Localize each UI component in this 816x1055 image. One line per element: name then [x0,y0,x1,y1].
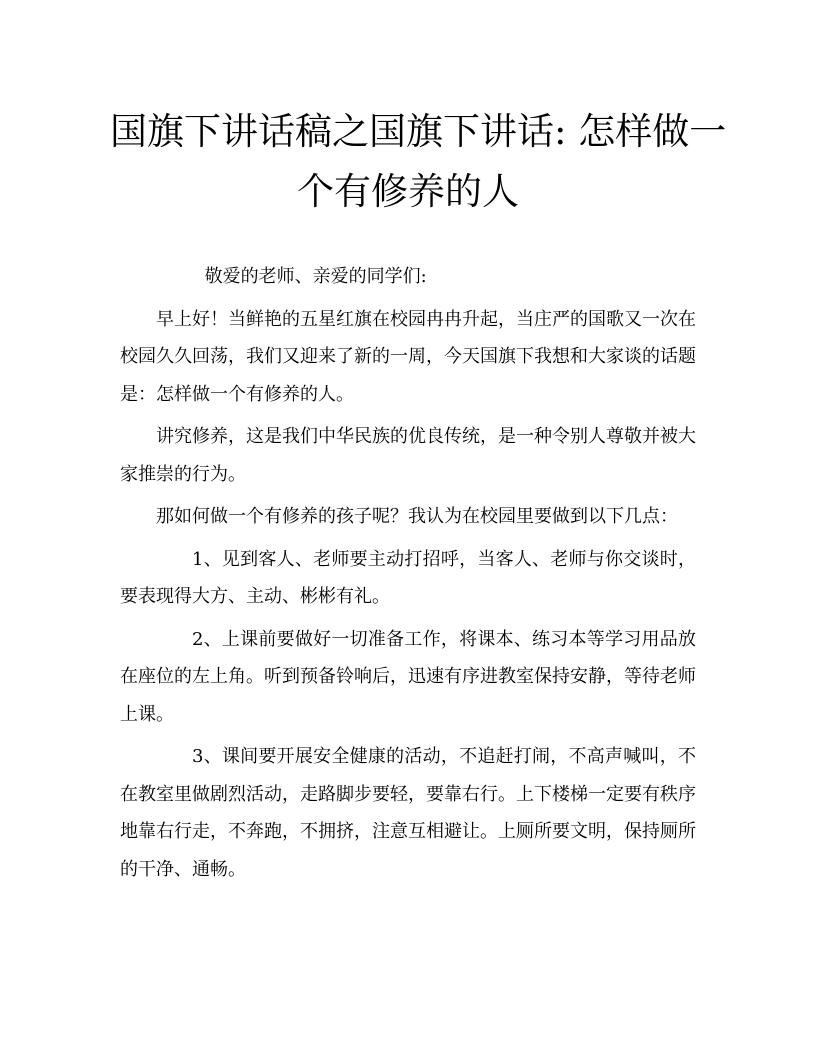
list-item: 1、见到客人、老师要主动打招呼，当客人、老师与你交谈时，要表现得大方、主动、彬彬有礼。 [120,548,696,607]
paragraph: 那如何做一个有修养的孩子呢？我认为在校园里要做到以下几点： [156,506,678,527]
list-item: 3、课间要开展安全健康的活动，不追赶打闹，不高声喊叫，不在教室里做剧烈活动，走路脚步要轻，要靠右行。上下楼梯一定要有秩序地靠右行走，不奔跑，不拥挤，注意互相避让。上厕所要文明，保持厕所的干净、通畅。 [120,746,696,880]
document-title [110,102,727,222]
paragraph: 早上好！当鲜艳的五星红旗在校园冉冉升起，当庄严的国歌又一次在校园久久回荡，我们又迎来了新的一周，今天国旗下我想和大家谈的话题是：怎样做一个有修养的人。 [120,308,696,405]
greeting-paragraph: 敬爱的老师、亲爱的同学们: [204,266,427,287]
title-line-1: 国旗下讲话稿之国旗下讲话: 怎样做一 [110,110,727,153]
title-line-2: 个有修养的人 [297,170,519,213]
document-body [120,258,696,893]
paragraph: 讲究修养，这是我们中华民族的优良传统，是一种令别人尊敬并被大家推崇的行为。 [120,426,696,485]
list-item: 2、上课前要做好一切准备工作，将课本、练习本等学习用品放在座位的左上角。听到预备铃响后，迅速有序进教室保持安静，等待老师上课。 [120,628,696,725]
